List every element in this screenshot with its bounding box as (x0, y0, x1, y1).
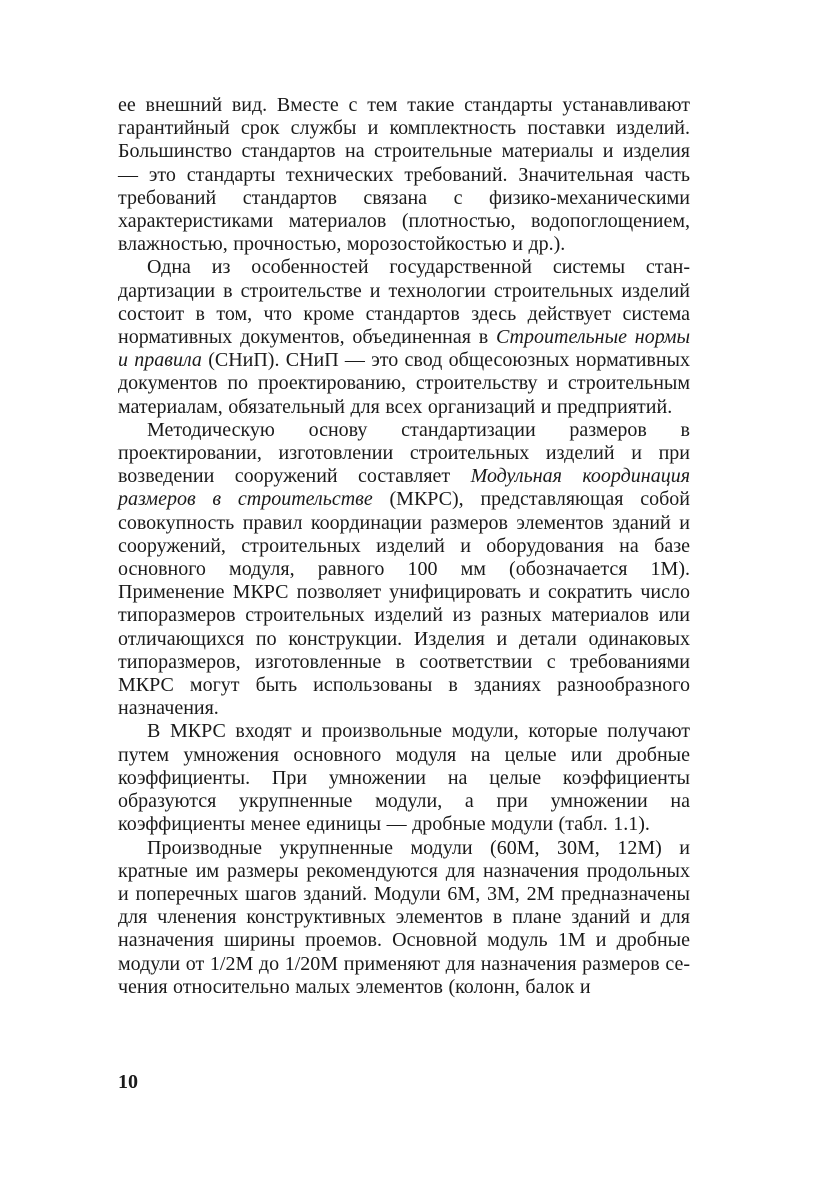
paragraph-4 (118, 720, 690, 836)
paragraph-3-text-a: Методическую основу стандартизации размеров в проектировании, изготовлении строительных изделий и при возведении сооружений составляет (118, 418, 690, 488)
paragraph-2 (118, 256, 690, 418)
paragraph-2-text-b: (СНиП). СНиП — это свод общесоюзных нормативных документов по проектированию, строительству и строительным материалам, обязательный для всех организаций и предприятий. (118, 349, 690, 418)
paragraph-4-text: В МКРС входят и произвольные модули, которые получают путем умножения основного модуля на целые или дробные коэффициенты. При умножении на целые коэффициенты образуются укрупненные модули, а при умножении на коэффициенты менее единицы — дробные модули (табл. 1.1). (118, 720, 690, 836)
paragraph-5 (118, 837, 690, 999)
paragraph-3 (118, 419, 690, 721)
paragraph-1 (118, 94, 690, 256)
paragraph-1-text: ее внешний вид. Вместе с тем такие стандарты устанавливают гарантийный срок службы и комплектность поставки изделий. Большинство стандартов на строительные материалы и изделия — это стандарты технических требований. Значительная часть требований стандартов связана с физико-механическими характеристиками материалов (плотностью, водопоглощением, влажностью, прочностью, морозостойкостью и др.). (118, 94, 690, 256)
paragraph-3-term-mkrs: Модульная координация размеров в строительстве (118, 465, 690, 511)
paragraph-2-text-a: Одна из особенностей государственной системы стандартизации в строительстве и технологии строительных изделий состоит в том, что кроме стандартов здесь действует система нормативных документов, объединенная в (118, 256, 690, 349)
paragraph-3-text-b: (МКРС), представляющая собой совокупность правил координации размеров элементов зданий и сооружений, строительных изделий и оборудования на базе основного модуля, равного 100 мм (обозначается 1М). Применение МКРС позволяет унифицировать и сократить число типоразмеров строительных изделий из разных материалов или отличающихся по конструкции. Изделия и детали одинаковых типоразмеров, изготовленные в соответствии с требованиями МКРС могут быть использованы в зданиях разнообразного назначения. (118, 488, 691, 720)
paragraph-5-text: Производные укрупненные модули (60М, 30М, 12М) и кратные им размеры рекомендуются для назначения продольных и поперечных шагов зданий. Модули 6М, 3М, 2М предназначены для членения конструктивных элементов в плане зданий и для назначения ширины проемов. Основной модуль 1М и дробные модули от 1/2М до 1/20М применяют для назначения размеров сечения относительно малых элементов (колонн, балок и (118, 836, 690, 998)
paragraph-2-term-snip: Строительные нормы и правила (118, 326, 691, 372)
page-body (118, 94, 690, 999)
page-number: 10 (118, 1071, 138, 1093)
